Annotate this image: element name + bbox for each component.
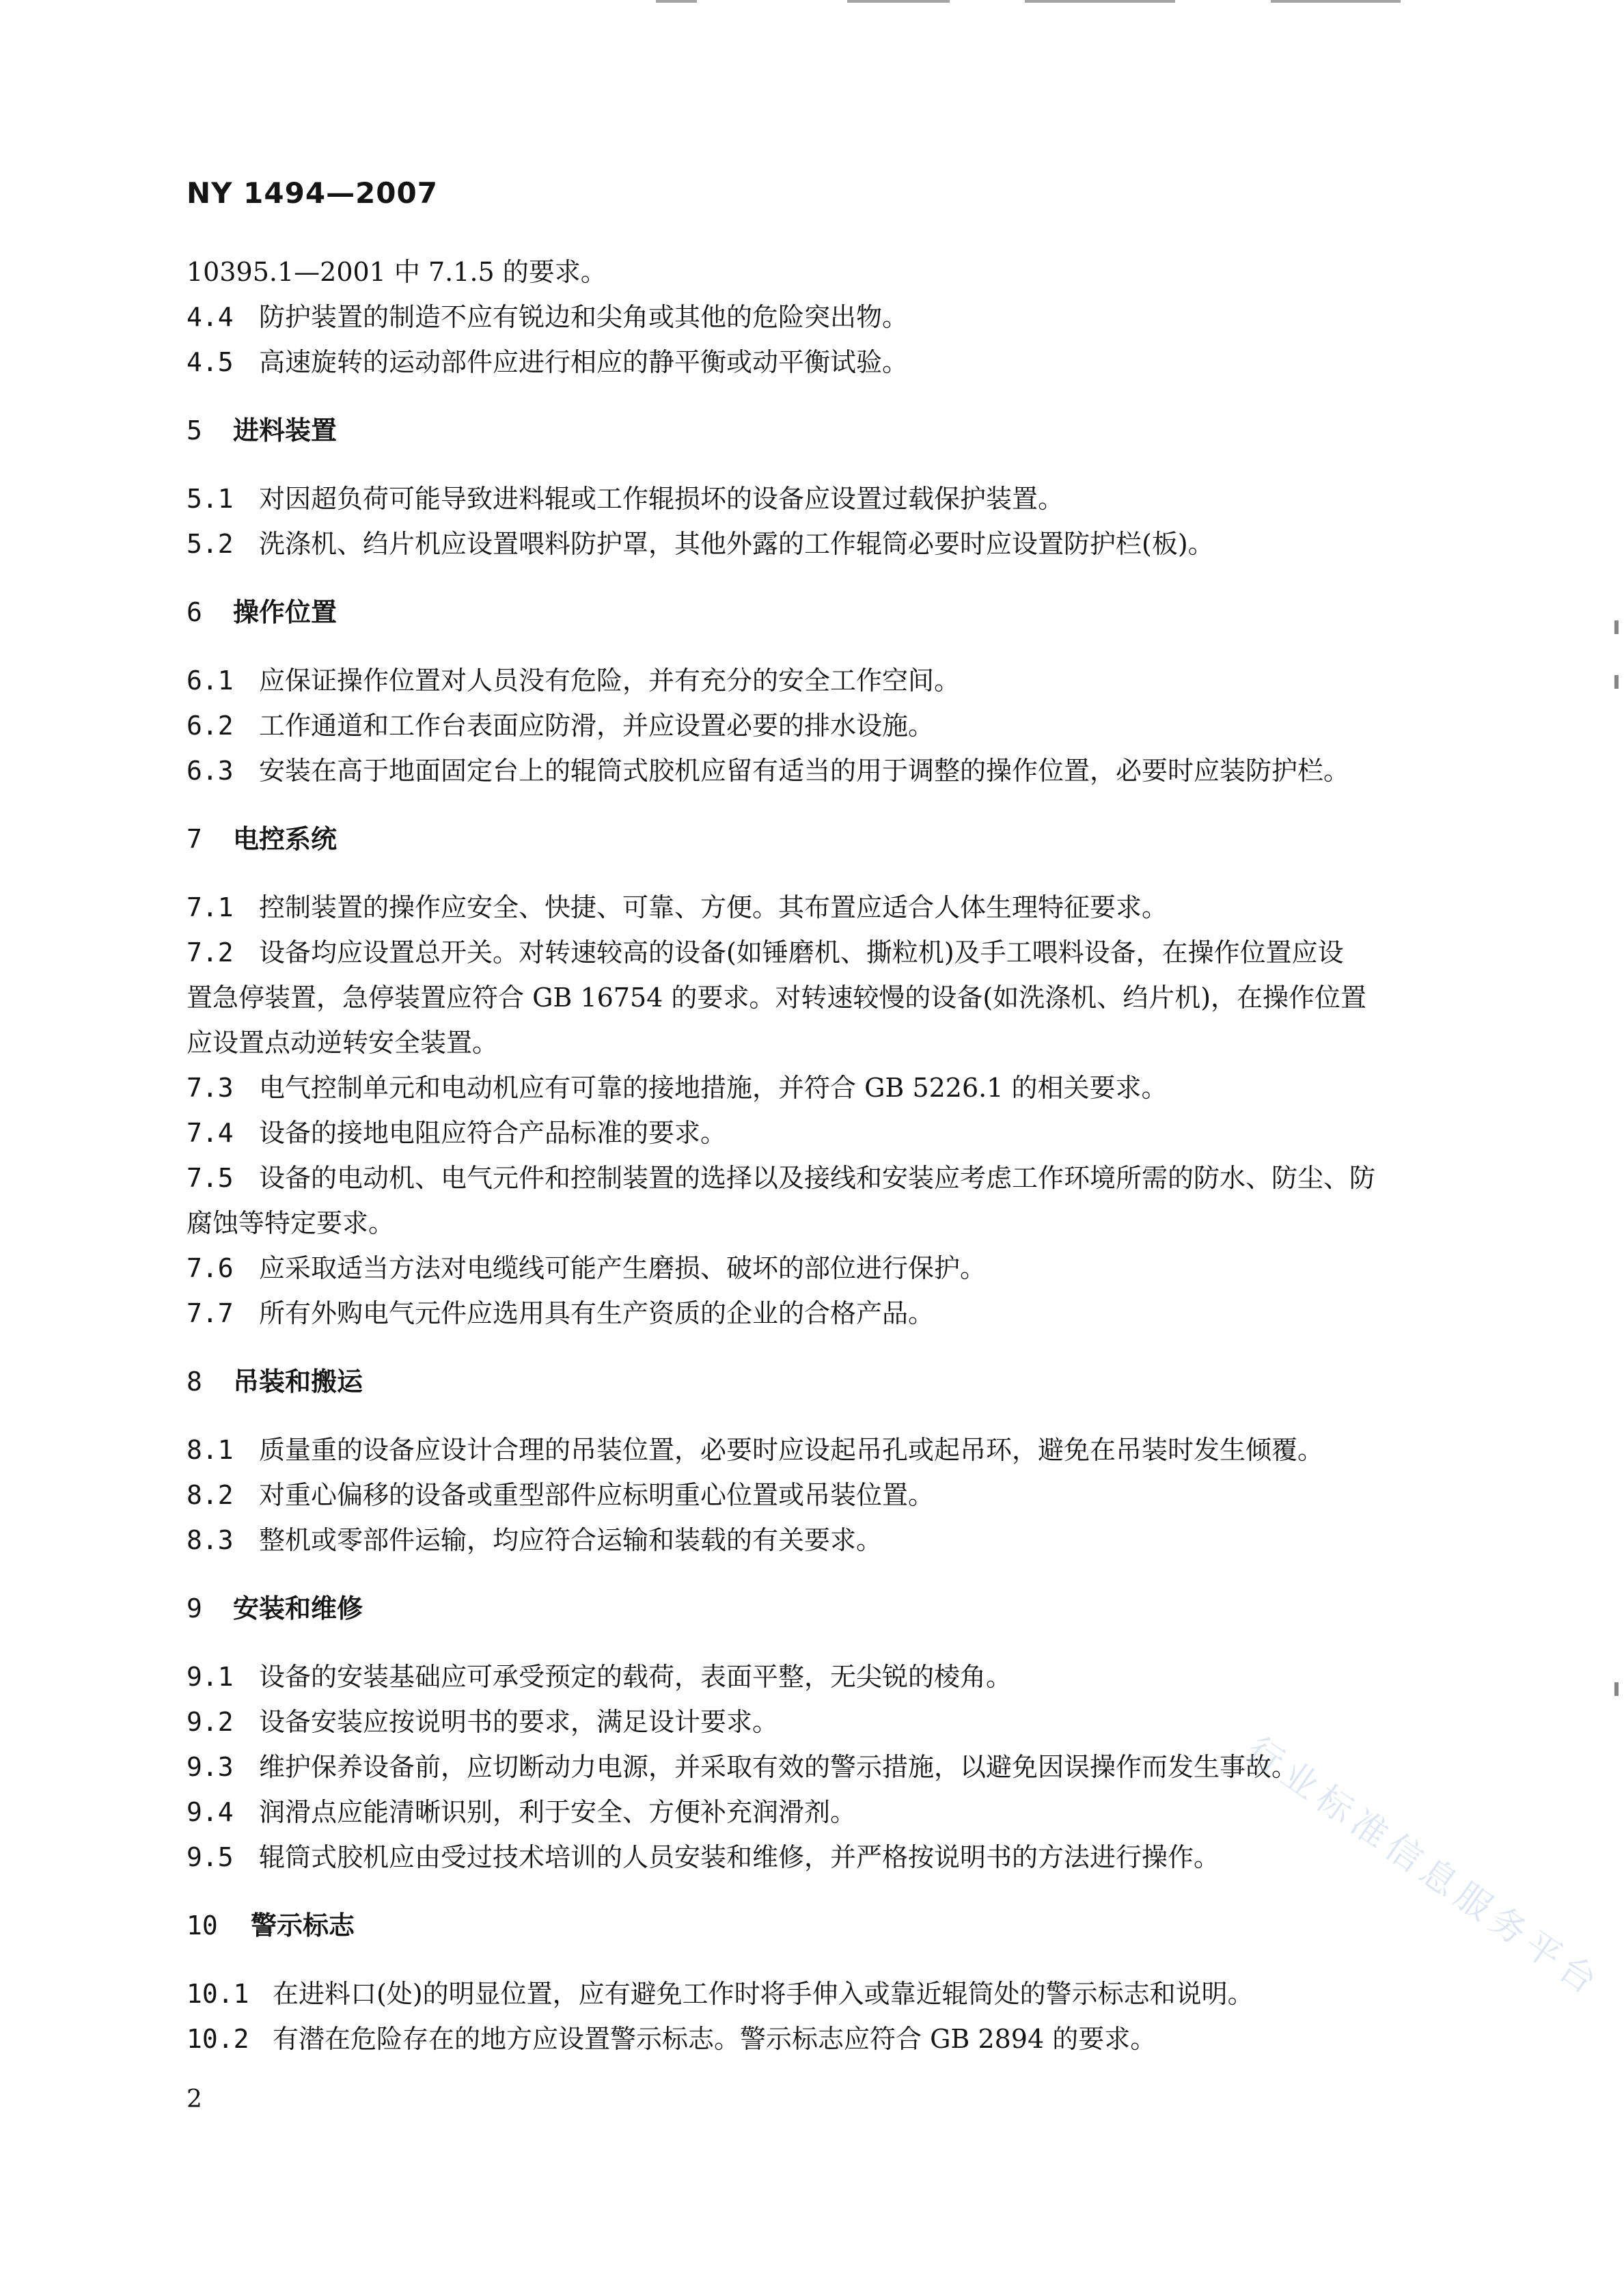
- clause-text: 设备的电动机、电气元件和控制装置的选择以及接线和安装应考虑工作环境所需的防水、防尘、防: [259, 1163, 1376, 1193]
- clause-paragraph: [187, 1472, 1456, 1518]
- section-number: 5: [187, 415, 202, 446]
- edge-mark: [1614, 1682, 1619, 1696]
- clause-text: 维护保养设备前，应切断动力电源，并采取有效的警示措施，以避免因误操作而发生事故。: [259, 1752, 1298, 1782]
- clause-text: 安装在高于地面固定台上的辊筒式胶机应留有适当的用于调整的操作位置，必要时应装防护栏。: [259, 756, 1350, 786]
- intro-paragraph: 10395.1—2001 中 7.1.5 的要求。: [187, 257, 607, 287]
- section-title: 操作位置: [233, 597, 338, 627]
- clause-number: 4.4: [187, 302, 234, 332]
- clause-text: 高速旋转的运动部件应进行相应的静平衡或动平衡试验。: [259, 347, 909, 377]
- clause-paragraph: [187, 1065, 1456, 1110]
- clause-number: 8.3: [187, 1525, 234, 1555]
- clause-text: 在进料口(处)的明显位置，应有避免工作时将手伸入或靠近辊筒处的警示标志和说明。: [273, 1979, 1254, 2009]
- clause-text: 设备的接地电阻应符合产品标准的要求。: [259, 1118, 727, 1148]
- clause-number: 5.2: [187, 529, 234, 559]
- clause-paragraph: [187, 521, 1456, 566]
- clause-paragraph: [187, 1427, 1456, 1472]
- section-heading: [187, 817, 1456, 862]
- clause-text: 应保证操作位置对人员没有危险，并有充分的安全工作空间。: [259, 666, 961, 696]
- edge-mark: [1614, 620, 1619, 634]
- clause-number: 6.1: [187, 666, 234, 696]
- clause-paragraph: [187, 1790, 1456, 1835]
- clause-number: 7.1: [187, 892, 234, 922]
- clause-number: 8.2: [187, 1480, 234, 1510]
- section-title: 电控系统: [233, 824, 338, 854]
- clause-paragraph: [187, 2016, 1456, 2061]
- clause-number: 9.4: [187, 1797, 234, 1827]
- section-heading: [187, 1903, 1456, 1948]
- watermark: 行业标准信息服务平台: [1239, 1729, 1610, 2006]
- clause-number: 6.3: [187, 756, 234, 786]
- clause-text: 设备的安装基础应可承受预定的载荷，表面平整，无尖锐的棱角。: [259, 1662, 1013, 1692]
- section-heading: [187, 408, 1456, 453]
- section-heading: [187, 1359, 1456, 1404]
- section-number: 6: [187, 597, 202, 627]
- clause-number: 10.2: [187, 2024, 249, 2054]
- clause-paragraph: [187, 703, 1456, 748]
- clause-paragraph: [187, 1971, 1456, 2016]
- clause-text: 设备安装应按说明书的要求，满足设计要求。: [259, 1707, 779, 1737]
- clause-continuation: 腐蚀等特定要求。: [187, 1208, 395, 1238]
- clause-paragraph: [187, 1155, 1456, 1201]
- clause-number: 7.3: [187, 1073, 234, 1103]
- clause-paragraph: [187, 748, 1456, 793]
- clause-paragraph: [187, 885, 1456, 930]
- scan-artifact: [847, 0, 950, 3]
- clause-number: 9.2: [187, 1707, 234, 1737]
- clause-text: 电气控制单元和电动机应有可靠的接地措施，并符合 GB 5226.1 的相关要求。: [259, 1073, 1168, 1103]
- scan-artifact: [1025, 0, 1175, 3]
- clause-text: 有潜在危险存在的地方应设置警示标志。警示标志应符合 GB 2894 的要求。: [273, 2024, 1157, 2054]
- section-title: 吊装和搬运: [233, 1367, 363, 1397]
- clause-number: 9.3: [187, 1752, 234, 1782]
- clause-number: 6.2: [187, 711, 234, 741]
- section-title: 安装和维修: [233, 1593, 363, 1624]
- scan-artifact: [656, 0, 697, 3]
- clause-text: 润滑点应能清晰识别，利于安全、方便补充润滑剂。: [259, 1797, 857, 1827]
- clause-number: 5.1: [187, 484, 234, 514]
- clause-paragraph: [187, 1291, 1456, 1336]
- clause-paragraph: [187, 1246, 1456, 1291]
- clause-number: 10.1: [187, 1979, 249, 2009]
- clause-paragraph: [187, 658, 1456, 703]
- section-number: 7: [187, 824, 202, 854]
- clause-text: 整机或零部件运输，均应符合运输和装载的有关要求。: [259, 1525, 883, 1555]
- clause-number: 7.4: [187, 1118, 234, 1148]
- clause-number: 7.6: [187, 1253, 234, 1283]
- clause-list: [187, 294, 1456, 2061]
- clause-continuation: 置急停装置，急停装置应符合 GB 16754 的要求。对转速较慢的设备(如洗涤机、绉片机)，在操作位置: [187, 983, 1367, 1013]
- clause-number: 7.2: [187, 937, 234, 968]
- clause-paragraph: [187, 476, 1456, 521]
- section-number: 8: [187, 1367, 202, 1397]
- clause-text: 工作通道和工作台表面应防滑，并应设置必要的排水设施。: [259, 711, 935, 741]
- clause-text: 控制装置的操作应安全、快捷、可靠、方便。其布置应适合人体生理特征要求。: [259, 892, 1168, 922]
- scan-artifact: [1271, 0, 1401, 3]
- clause-paragraph: [187, 1835, 1456, 1880]
- clause-text: 洗涤机、绉片机应设置喂料防护罩，其他外露的工作辊筒必要时应设置防护栏(板)。: [259, 529, 1214, 559]
- clause-text: 所有外购电气元件应选用具有生产资质的企业的合格产品。: [259, 1298, 935, 1328]
- clause-text: 质量重的设备应设计合理的吊装位置，必要时应设起吊孔或起吊环，避免在吊装时发生倾覆。: [259, 1435, 1324, 1465]
- section-title: 进料装置: [233, 415, 338, 446]
- clause-number: 8.1: [187, 1435, 234, 1465]
- clause-text: 对重心偏移的设备或重型部件应标明重心位置或吊装位置。: [259, 1480, 935, 1510]
- edge-mark: [1614, 675, 1619, 689]
- section-heading: [187, 1586, 1456, 1631]
- clause-text: 设备均应设置总开关。对转速较高的设备(如锤磨机、撕粒机)及手工喂料设备，在操作位置应设: [259, 937, 1344, 968]
- section-title: 警示标志: [251, 1910, 355, 1941]
- clause-number: 9.5: [187, 1842, 234, 1872]
- clause-paragraph: [187, 340, 1456, 385]
- clause-number: 7.5: [187, 1163, 234, 1193]
- clause-text: 辊筒式胶机应由受过技术培训的人员安装和维修，并严格按说明书的方法进行操作。: [259, 1842, 1220, 1872]
- clause-paragraph: [187, 930, 1456, 975]
- section-number: 9: [187, 1593, 202, 1624]
- clause-text: 防护装置的制造不应有锐边和尖角或其他的危险突出物。: [259, 302, 909, 332]
- section-number: 10: [187, 1910, 218, 1941]
- page-number: 2: [187, 2085, 202, 2113]
- clause-paragraph: [187, 1654, 1456, 1699]
- clause-number: 4.5: [187, 347, 234, 377]
- document-header: NY 1494—2007: [187, 176, 438, 210]
- clause-text: 对因超负荷可能导致进料辊或工作辊损坏的设备应设置过载保护装置。: [259, 484, 1064, 514]
- clause-text: 应采取适当方法对电缆线可能产生磨损、破坏的部位进行保护。: [259, 1253, 987, 1283]
- clause-paragraph: [187, 1518, 1456, 1563]
- clause-continuation: 应设置点动逆转安全装置。: [187, 1028, 499, 1058]
- clause-number: 7.7: [187, 1298, 234, 1328]
- section-heading: [187, 590, 1456, 635]
- clause-number: 9.1: [187, 1662, 234, 1692]
- clause-paragraph: [187, 1110, 1456, 1155]
- clause-paragraph: [187, 294, 1456, 340]
- document-body: [187, 249, 1456, 2061]
